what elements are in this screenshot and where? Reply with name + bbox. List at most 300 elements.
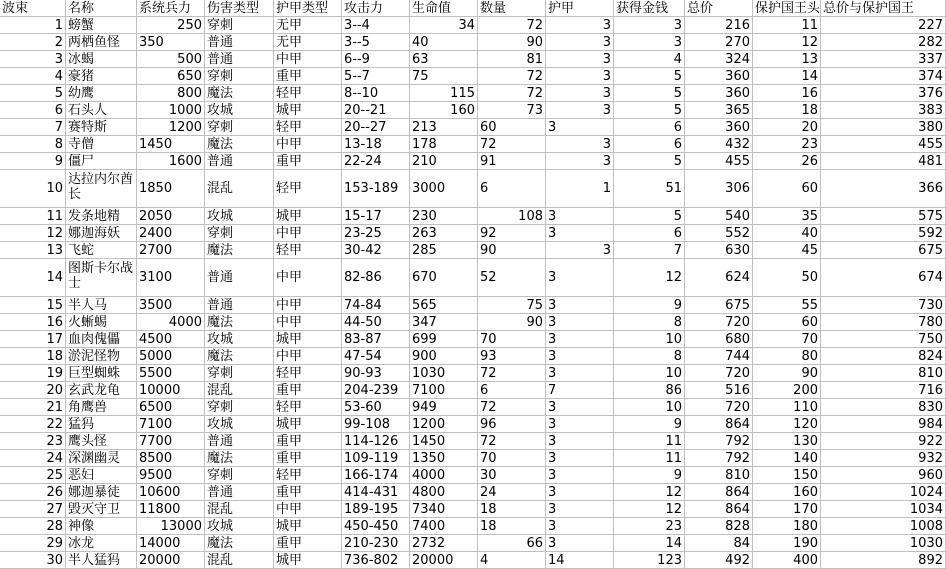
table-cell[interactable]: 170 [753, 501, 821, 518]
table-cell[interactable]: 22 [0, 416, 66, 433]
table-cell[interactable]: 213 [410, 119, 478, 136]
table-cell[interactable]: 毁灭守卫 [66, 501, 137, 518]
table-cell[interactable]: 828 [685, 518, 753, 535]
table-cell[interactable]: 14 [753, 68, 821, 85]
table-cell[interactable]: 6 [614, 225, 685, 242]
table-cell[interactable]: 中甲 [274, 136, 342, 153]
table-cell[interactable]: 5 [614, 208, 685, 225]
table-cell[interactable]: 猛犸 [66, 416, 137, 433]
table-cell[interactable]: 481 [821, 153, 946, 170]
table-cell[interactable]: 12 [614, 259, 685, 297]
table-cell[interactable]: 1024 [821, 484, 946, 501]
table-cell[interactable]: 624 [685, 259, 753, 297]
table-cell[interactable]: 720 [685, 399, 753, 416]
table-cell[interactable]: 7100 [137, 416, 205, 433]
table-cell[interactable]: 2732 [410, 535, 478, 552]
table-cell[interactable]: 3 [546, 17, 614, 34]
table-cell[interactable]: 3 [546, 535, 614, 552]
table-cell[interactable]: 30-42 [342, 242, 410, 259]
table-cell[interactable]: 3 [546, 518, 614, 535]
table-cell[interactable]: 75 [410, 68, 478, 85]
table-cell[interactable]: 17 [0, 331, 66, 348]
table-cell[interactable]: 穿刺 [205, 365, 274, 382]
table-cell[interactable]: 23-25 [342, 225, 410, 242]
table-cell[interactable]: 90 [753, 365, 821, 382]
table-cell[interactable]: 455 [685, 153, 753, 170]
table-cell[interactable]: 123 [614, 552, 685, 569]
table-cell[interactable]: 8 [0, 136, 66, 153]
table-cell[interactable]: 10 [0, 170, 66, 208]
table-cell[interactable]: 90-93 [342, 365, 410, 382]
table-cell[interactable]: 3 [546, 153, 614, 170]
table-cell[interactable]: 14000 [137, 535, 205, 552]
table-cell[interactable]: 10 [614, 365, 685, 382]
table-cell[interactable]: 18 [478, 501, 546, 518]
table-cell[interactable]: 4 [0, 68, 66, 85]
table-cell[interactable]: 城甲 [274, 208, 342, 225]
table-cell[interactable]: 城甲 [274, 331, 342, 348]
table-cell[interactable]: 455 [821, 136, 946, 153]
table-cell[interactable]: 中甲 [274, 51, 342, 68]
table-cell[interactable]: 90 [478, 242, 546, 259]
table-cell[interactable]: 153-189 [342, 170, 410, 208]
table-cell[interactable]: 780 [821, 314, 946, 331]
table-cell[interactable]: 9 [614, 467, 685, 484]
table-cell[interactable]: 250 [137, 17, 205, 34]
table-cell[interactable]: 516 [685, 382, 753, 399]
table-cell[interactable]: 混乱 [205, 382, 274, 399]
table-cell[interactable]: 赛特斯 [66, 119, 137, 136]
table-cell[interactable]: 432 [685, 136, 753, 153]
table-cell[interactable]: 4000 [410, 467, 478, 484]
table-cell[interactable]: 无甲 [274, 34, 342, 51]
header-cell[interactable]: 生命值 [410, 0, 478, 17]
table-cell[interactable]: 4000 [137, 314, 205, 331]
table-cell[interactable]: 263 [410, 225, 478, 242]
table-cell[interactable]: 3 [546, 259, 614, 297]
table-cell[interactable]: 穿刺 [205, 17, 274, 34]
table-cell[interactable]: 20000 [137, 552, 205, 569]
table-cell[interactable]: 99-108 [342, 416, 410, 433]
table-cell[interactable]: 72 [478, 365, 546, 382]
table-cell[interactable]: 深渊幽灵 [66, 450, 137, 467]
table-cell[interactable]: 670 [410, 259, 478, 297]
table-cell[interactable]: 两栖鱼怪 [66, 34, 137, 51]
table-cell[interactable]: 无甲 [274, 17, 342, 34]
table-cell[interactable]: 30 [478, 467, 546, 484]
table-cell[interactable]: 15 [0, 297, 66, 314]
table-cell[interactable]: 11 [614, 433, 685, 450]
table-cell[interactable]: 16 [0, 314, 66, 331]
table-cell[interactable]: 恶妇 [66, 467, 137, 484]
table-cell[interactable]: 492 [685, 552, 753, 569]
table-cell[interactable]: 360 [685, 68, 753, 85]
table-cell[interactable]: 7100 [410, 382, 478, 399]
table-cell[interactable]: 14 [614, 535, 685, 552]
table-cell[interactable]: 180 [753, 518, 821, 535]
table-cell[interactable]: 重甲 [274, 68, 342, 85]
table-cell[interactable]: 575 [821, 208, 946, 225]
table-cell[interactable]: 892 [821, 552, 946, 569]
table-cell[interactable]: 3 [546, 297, 614, 314]
table-cell[interactable]: 1200 [137, 119, 205, 136]
table-cell[interactable]: 图斯卡尔战士 [66, 259, 137, 297]
table-cell[interactable]: 2400 [137, 225, 205, 242]
table-cell[interactable]: 109-119 [342, 450, 410, 467]
table-cell[interactable]: 3 [546, 34, 614, 51]
table-cell[interactable]: 20--27 [342, 119, 410, 136]
table-cell[interactable]: 949 [410, 399, 478, 416]
table-cell[interactable]: 螃蟹 [66, 17, 137, 34]
table-cell[interactable]: 70 [753, 331, 821, 348]
table-cell[interactable]: 魔法 [205, 535, 274, 552]
table-cell[interactable]: 47-54 [342, 348, 410, 365]
table-cell[interactable]: 337 [821, 51, 946, 68]
table-cell[interactable]: 166-174 [342, 467, 410, 484]
table-cell[interactable]: 540 [685, 208, 753, 225]
table-cell[interactable]: 普通 [205, 34, 274, 51]
table-cell[interactable]: 9 [614, 297, 685, 314]
table-cell[interactable]: 20 [753, 119, 821, 136]
table-cell[interactable]: 10600 [137, 484, 205, 501]
table-cell[interactable]: 20--21 [342, 102, 410, 119]
table-cell[interactable]: 932 [821, 450, 946, 467]
table-cell[interactable]: 44-50 [342, 314, 410, 331]
table-cell[interactable]: 66 [478, 535, 546, 552]
table-cell[interactable]: 普通 [205, 297, 274, 314]
table-cell[interactable]: 轻甲 [274, 242, 342, 259]
table-cell[interactable]: 552 [685, 225, 753, 242]
table-cell[interactable]: 50 [753, 259, 821, 297]
table-cell[interactable]: 8 [614, 314, 685, 331]
table-cell[interactable]: 680 [685, 331, 753, 348]
table-cell[interactable]: 14 [546, 552, 614, 569]
table-cell[interactable]: 飞蛇 [66, 242, 137, 259]
table-cell[interactable]: 3 [546, 314, 614, 331]
table-cell[interactable]: 72 [478, 399, 546, 416]
table-cell[interactable]: 792 [685, 433, 753, 450]
table-cell[interactable]: 792 [685, 450, 753, 467]
header-cell[interactable]: 总价 [685, 0, 753, 17]
table-cell[interactable]: 19 [0, 365, 66, 382]
table-cell[interactable]: 24 [478, 484, 546, 501]
table-cell[interactable]: 3 [546, 225, 614, 242]
table-cell[interactable]: 830 [821, 399, 946, 416]
table-cell[interactable]: 轻甲 [274, 170, 342, 208]
table-cell[interactable]: 6500 [137, 399, 205, 416]
table-cell[interactable]: 7 [614, 242, 685, 259]
table-cell[interactable]: 592 [821, 225, 946, 242]
table-cell[interactable]: 血肉傀儡 [66, 331, 137, 348]
table-cell[interactable]: 70 [478, 331, 546, 348]
table-cell[interactable]: 重甲 [274, 450, 342, 467]
table-cell[interactable]: 306 [685, 170, 753, 208]
table-cell[interactable]: 角鹰兽 [66, 399, 137, 416]
table-cell[interactable]: 城甲 [274, 102, 342, 119]
table-cell[interactable]: 26 [753, 153, 821, 170]
table-cell[interactable]: 744 [685, 348, 753, 365]
table-cell[interactable]: 1000 [137, 102, 205, 119]
table-cell[interactable]: 8--10 [342, 85, 410, 102]
table-cell[interactable]: 23 [614, 518, 685, 535]
table-cell[interactable]: 3 [546, 348, 614, 365]
table-cell[interactable]: 864 [685, 484, 753, 501]
table-cell[interactable]: 重甲 [274, 153, 342, 170]
table-cell[interactable]: 混乱 [205, 501, 274, 518]
table-cell[interactable]: 僵尸 [66, 153, 137, 170]
table-cell[interactable]: 5--7 [342, 68, 410, 85]
table-cell[interactable]: 3 [546, 433, 614, 450]
table-cell[interactable]: 736-802 [342, 552, 410, 569]
table-cell[interactable]: 3 [546, 136, 614, 153]
table-cell[interactable]: 120 [753, 416, 821, 433]
table-cell[interactable]: 3 [546, 68, 614, 85]
table-cell[interactable]: 450-450 [342, 518, 410, 535]
table-cell[interactable]: 82-86 [342, 259, 410, 297]
table-cell[interactable]: 1350 [410, 450, 478, 467]
table-cell[interactable]: 混乱 [205, 170, 274, 208]
table-cell[interactable]: 中甲 [274, 259, 342, 297]
table-cell[interactable]: 7340 [410, 501, 478, 518]
table-cell[interactable]: 轻甲 [274, 365, 342, 382]
table-cell[interactable]: 1 [0, 17, 66, 34]
table-cell[interactable]: 204-239 [342, 382, 410, 399]
table-cell[interactable]: 4 [478, 552, 546, 569]
table-cell[interactable]: 160 [753, 484, 821, 501]
table-cell[interactable]: 13 [0, 242, 66, 259]
table-cell[interactable]: 冰龙 [66, 535, 137, 552]
table-cell[interactable]: 20000 [410, 552, 478, 569]
table-cell[interactable]: 达拉内尔酋长 [66, 170, 137, 208]
table-cell[interactable]: 12 [0, 225, 66, 242]
table-cell[interactable]: 900 [410, 348, 478, 365]
table-cell[interactable]: 普通 [205, 259, 274, 297]
table-cell[interactable]: 90 [478, 314, 546, 331]
table-cell[interactable]: 1030 [410, 365, 478, 382]
table-cell[interactable]: 巨型蜘蛛 [66, 365, 137, 382]
table-cell[interactable]: 鹰头怪 [66, 433, 137, 450]
table-cell[interactable]: 娜迦海妖 [66, 225, 137, 242]
table-cell[interactable]: 15-17 [342, 208, 410, 225]
table-cell[interactable]: 27 [0, 501, 66, 518]
table-cell[interactable]: 6 [614, 136, 685, 153]
table-cell[interactable]: 3 [546, 416, 614, 433]
table-cell[interactable]: 24 [0, 450, 66, 467]
table-cell[interactable]: 13000 [137, 518, 205, 535]
table-cell[interactable]: 20 [0, 382, 66, 399]
table-cell[interactable]: 675 [685, 297, 753, 314]
table-cell[interactable]: 轻甲 [274, 85, 342, 102]
table-cell[interactable]: 7400 [410, 518, 478, 535]
table-cell[interactable]: 12 [614, 484, 685, 501]
table-cell[interactable]: 45 [753, 242, 821, 259]
table-cell[interactable]: 35 [753, 208, 821, 225]
table-cell[interactable]: 72 [478, 85, 546, 102]
table-cell[interactable]: 18 [753, 102, 821, 119]
table-cell[interactable]: 114-126 [342, 433, 410, 450]
table-cell[interactable]: 11 [0, 208, 66, 225]
table-cell[interactable]: 中甲 [274, 297, 342, 314]
table-cell[interactable]: 半人马 [66, 297, 137, 314]
table-cell[interactable]: 40 [410, 34, 478, 51]
table-cell[interactable]: 中甲 [274, 348, 342, 365]
table-cell[interactable]: 5000 [137, 348, 205, 365]
table-cell[interactable]: 60 [753, 314, 821, 331]
table-cell[interactable]: 360 [685, 85, 753, 102]
table-cell[interactable]: 攻城 [205, 102, 274, 119]
table-cell[interactable]: 282 [821, 34, 946, 51]
table-cell[interactable]: 娜迦暴徒 [66, 484, 137, 501]
table-cell[interactable]: 63 [410, 51, 478, 68]
table-cell[interactable]: 穿刺 [205, 399, 274, 416]
table-cell[interactable]: 630 [685, 242, 753, 259]
table-cell[interactable]: 350 [137, 34, 205, 51]
table-cell[interactable]: 火蜥蜴 [66, 314, 137, 331]
table-cell[interactable]: 13-18 [342, 136, 410, 153]
table-cell[interactable]: 5 [0, 85, 66, 102]
table-cell[interactable]: 5500 [137, 365, 205, 382]
table-cell[interactable]: 1034 [821, 501, 946, 518]
table-cell[interactable]: 3 [546, 85, 614, 102]
table-cell[interactable]: 3 [546, 51, 614, 68]
table-cell[interactable]: 83-87 [342, 331, 410, 348]
table-cell[interactable]: 3 [546, 501, 614, 518]
table-cell[interactable]: 攻城 [205, 331, 274, 348]
table-cell[interactable]: 53-60 [342, 399, 410, 416]
table-cell[interactable]: 90 [478, 34, 546, 51]
table-cell[interactable]: 720 [685, 365, 753, 382]
table-cell[interactable]: 380 [821, 119, 946, 136]
table-cell[interactable]: 73 [478, 102, 546, 119]
table-cell[interactable]: 565 [410, 297, 478, 314]
table-cell[interactable]: 3 [0, 51, 66, 68]
table-cell[interactable]: 轻甲 [274, 467, 342, 484]
table-cell[interactable]: 675 [821, 242, 946, 259]
table-cell[interactable]: 29 [0, 535, 66, 552]
table-cell[interactable]: 324 [685, 51, 753, 68]
header-cell[interactable]: 名称 [66, 0, 137, 17]
table-cell[interactable]: 8500 [137, 450, 205, 467]
header-cell[interactable]: 波束 [0, 0, 66, 17]
table-cell[interactable]: 3100 [137, 259, 205, 297]
table-cell[interactable]: 115 [410, 85, 478, 102]
table-cell[interactable]: 魔法 [205, 348, 274, 365]
table-cell[interactable]: 9 [0, 153, 66, 170]
table-cell[interactable]: 1600 [137, 153, 205, 170]
header-cell[interactable]: 攻击力 [342, 0, 410, 17]
table-cell[interactable]: 140 [753, 450, 821, 467]
table-cell[interactable]: 108 [478, 208, 546, 225]
table-cell[interactable]: 23 [0, 433, 66, 450]
table-cell[interactable]: 16 [753, 85, 821, 102]
table-cell[interactable]: 半人猛犸 [66, 552, 137, 569]
table-cell[interactable]: 86 [614, 382, 685, 399]
table-cell[interactable]: 34 [410, 17, 478, 34]
table-cell[interactable]: 52 [478, 259, 546, 297]
table-cell[interactable]: 376 [821, 85, 946, 102]
table-cell[interactable]: 2 [0, 34, 66, 51]
table-cell[interactable]: 城甲 [274, 552, 342, 569]
table-cell[interactable]: 750 [821, 331, 946, 348]
table-cell[interactable]: 3--4 [342, 17, 410, 34]
header-cell[interactable]: 总价与保护国王 [821, 0, 946, 17]
table-cell[interactable]: 魔法 [205, 242, 274, 259]
header-cell[interactable]: 保护国王头 [755, 1, 821, 16]
table-cell[interactable]: 4800 [410, 484, 478, 501]
table-cell[interactable]: 720 [685, 314, 753, 331]
table-cell[interactable]: 150 [753, 467, 821, 484]
table-cell[interactable]: 130 [753, 433, 821, 450]
table-cell[interactable]: 18 [478, 518, 546, 535]
table-cell[interactable]: 230 [410, 208, 478, 225]
table-cell[interactable]: 中甲 [274, 225, 342, 242]
table-cell[interactable]: 1200 [410, 416, 478, 433]
table-cell[interactable]: 75 [478, 297, 546, 314]
table-cell[interactable]: 7 [546, 382, 614, 399]
table-cell[interactable]: 混乱 [205, 552, 274, 569]
table-cell[interactable]: 5 [614, 85, 685, 102]
table-cell[interactable]: 810 [685, 467, 753, 484]
table-cell[interactable]: 80 [753, 348, 821, 365]
table-cell[interactable]: 3500 [137, 297, 205, 314]
table-cell[interactable]: 51 [614, 170, 685, 208]
table-cell[interactable]: 7700 [137, 433, 205, 450]
table-cell[interactable]: 冰蝎 [66, 51, 137, 68]
header-cell[interactable]: 伤害类型 [205, 0, 274, 17]
table-cell[interactable]: 14 [0, 259, 66, 297]
table-cell[interactable]: 383 [821, 102, 946, 119]
table-cell[interactable]: 1008 [821, 518, 946, 535]
table-cell[interactable]: 55 [753, 297, 821, 314]
table-cell[interactable]: 1450 [137, 136, 205, 153]
table-cell[interactable]: 攻城 [205, 518, 274, 535]
table-cell[interactable]: 360 [685, 119, 753, 136]
table-cell[interactable]: 6 [614, 119, 685, 136]
table-cell[interactable]: 500 [137, 51, 205, 68]
table-cell[interactable]: 922 [821, 433, 946, 450]
table-cell[interactable]: 3 [546, 467, 614, 484]
table-cell[interactable]: 374 [821, 68, 946, 85]
table-cell[interactable]: 72 [478, 68, 546, 85]
table-cell[interactable]: 9 [614, 416, 685, 433]
table-cell[interactable]: 1030 [821, 535, 946, 552]
table-cell[interactable]: 400 [753, 552, 821, 569]
table-cell[interactable]: 3 [546, 484, 614, 501]
table-cell[interactable]: 72 [478, 17, 546, 34]
table-cell[interactable]: 92 [478, 225, 546, 242]
table-cell[interactable]: 12 [753, 34, 821, 51]
table-cell[interactable]: 699 [410, 331, 478, 348]
table-cell[interactable]: 72 [478, 136, 546, 153]
table-cell[interactable]: 84 [685, 535, 753, 552]
table-cell[interactable]: 普通 [205, 153, 274, 170]
table-cell[interactable]: 347 [410, 314, 478, 331]
table-cell[interactable]: 穿刺 [205, 225, 274, 242]
table-cell[interactable]: 6 [478, 170, 546, 208]
header-cell[interactable]: 护甲类型 [274, 0, 342, 17]
table-cell[interactable]: 攻城 [205, 416, 274, 433]
table-cell[interactable]: 5 [614, 102, 685, 119]
table-cell[interactable]: 11 [614, 450, 685, 467]
table-cell[interactable]: 6 [0, 102, 66, 119]
table-cell[interactable]: 366 [821, 170, 946, 208]
table-cell[interactable]: 2700 [137, 242, 205, 259]
table-cell[interactable]: 414-431 [342, 484, 410, 501]
table-cell[interactable]: 魔法 [205, 314, 274, 331]
table-cell[interactable]: 5 [614, 153, 685, 170]
table-cell[interactable]: 轻甲 [274, 399, 342, 416]
table-cell[interactable]: 11800 [137, 501, 205, 518]
